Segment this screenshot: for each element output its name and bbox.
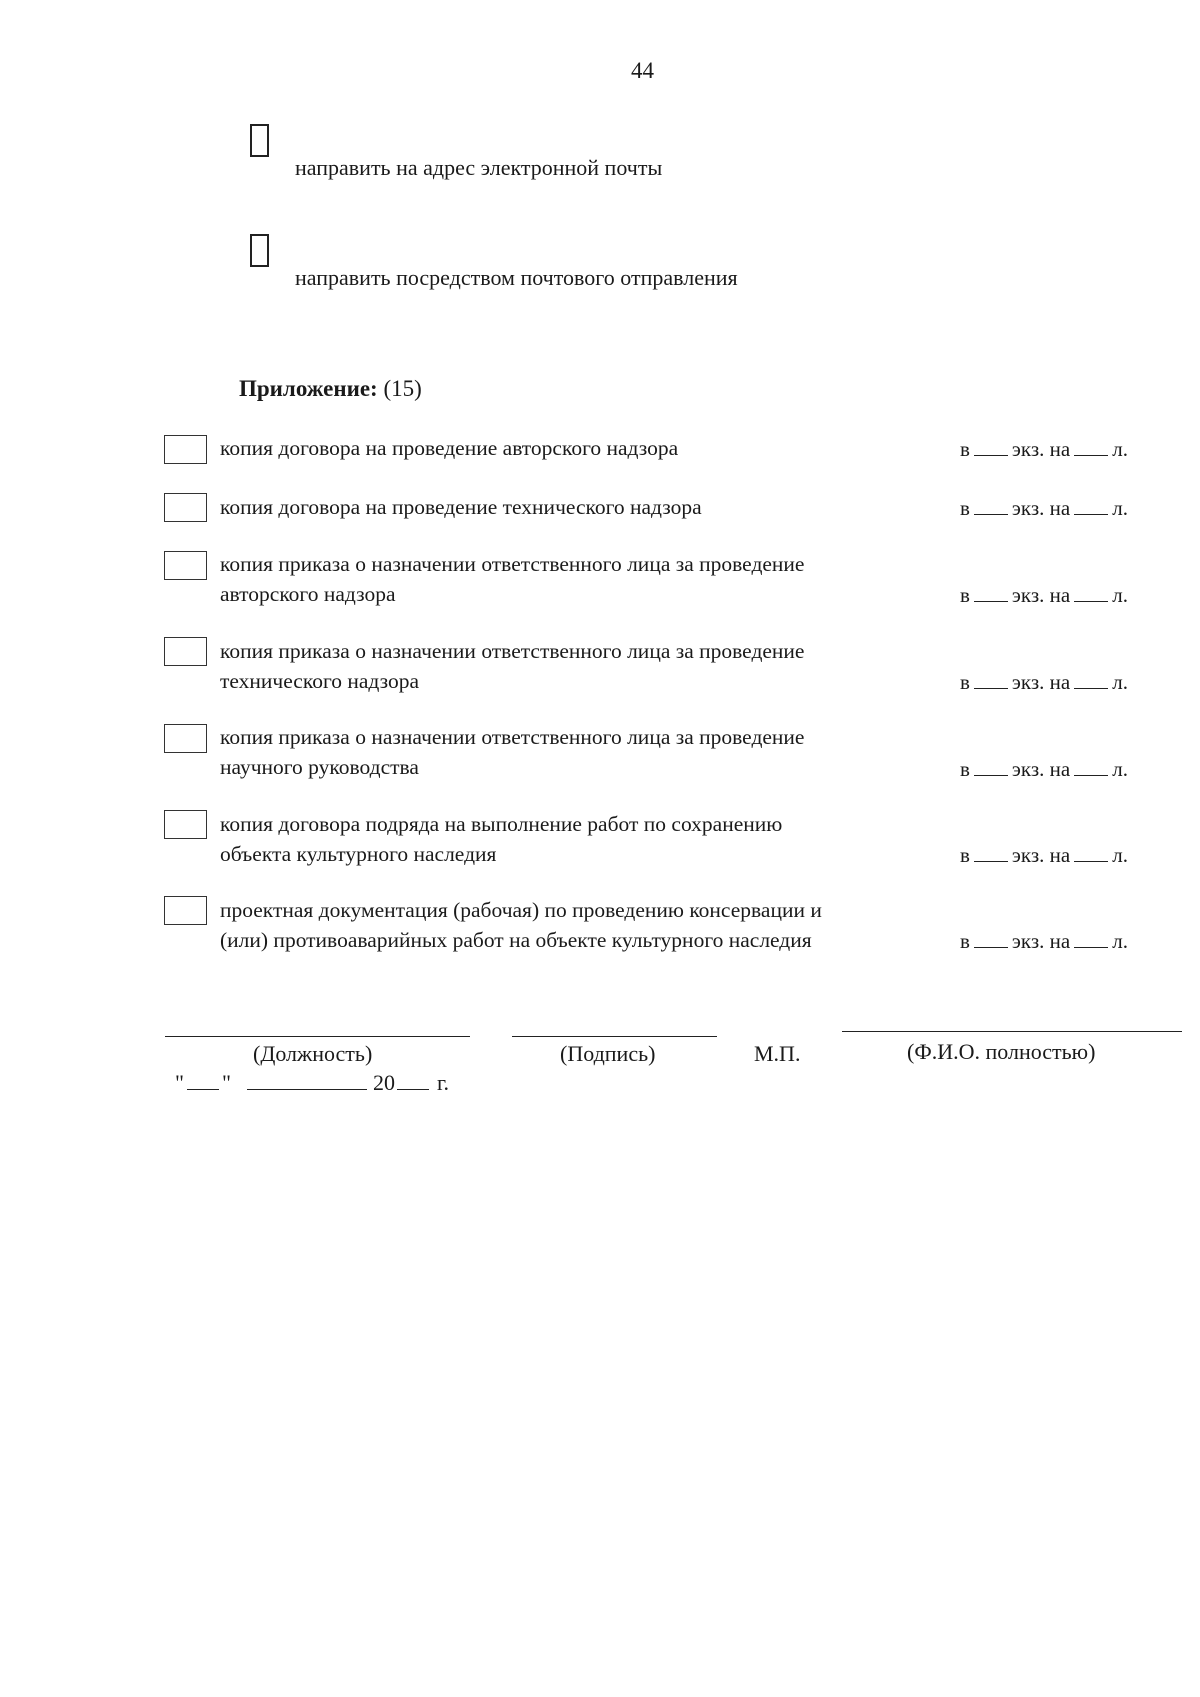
appendix-item-text: копия приказа о назначении ответственного лица за проведение авторского надзора xyxy=(220,552,805,606)
appendix-item-text: копия договора на проведение технического надзора xyxy=(220,495,702,519)
full-name-caption: (Ф.И.О. полностью) xyxy=(907,1039,1096,1064)
copies-count-blank[interactable] xyxy=(974,687,1008,689)
copies-count-blank[interactable] xyxy=(974,513,1008,515)
copies-field: в экз. на л. xyxy=(960,670,1128,694)
appendix-item-checkbox[interactable] xyxy=(164,637,207,666)
appendix-item-checkbox[interactable] xyxy=(164,493,207,522)
appendix-item-text: копия приказа о назначении ответственного лица за проведение технического надзора xyxy=(220,639,805,693)
signature-line[interactable] xyxy=(512,1036,717,1037)
appendix-item-checkbox[interactable] xyxy=(164,551,207,580)
copies-field: в экз. на л. xyxy=(960,843,1128,867)
appendix-item-checkbox[interactable] xyxy=(164,724,207,753)
page-number: 44 xyxy=(631,58,654,83)
appendix-item-checkbox[interactable] xyxy=(164,810,207,839)
date-month-blank[interactable] xyxy=(247,1088,367,1090)
sheets-count-blank[interactable] xyxy=(1074,946,1108,948)
position-caption: (Должность) xyxy=(253,1041,373,1066)
appendix-item-checkbox[interactable] xyxy=(164,896,207,925)
appendix-item-text: копия договора подряда на выполнение работ по сохранению объекта культурного наследия xyxy=(220,812,783,866)
post-delivery-checkbox[interactable] xyxy=(250,234,269,267)
appendix-item-text: проектная документация (рабочая) по проведению консервации и (или) противоаварийных работ на объекте культурного наследия xyxy=(220,898,822,952)
signature-caption: (Подпись) xyxy=(560,1041,656,1066)
copies-field: в экз. на л. xyxy=(960,437,1128,461)
sheets-count-blank[interactable] xyxy=(1074,513,1108,515)
appendix-item-checkbox[interactable] xyxy=(164,435,207,464)
date-day-blank[interactable] xyxy=(187,1088,219,1090)
sheets-count-blank[interactable] xyxy=(1074,687,1108,689)
email-delivery-checkbox[interactable] xyxy=(250,124,269,157)
sheets-count-blank[interactable] xyxy=(1074,860,1108,862)
sheets-count-blank[interactable] xyxy=(1074,600,1108,602)
position-line[interactable] xyxy=(165,1036,470,1037)
date-field: " " 20 г. xyxy=(175,1070,450,1095)
copies-count-blank[interactable] xyxy=(974,860,1008,862)
sheets-count-blank[interactable] xyxy=(1074,774,1108,776)
appendix-heading xyxy=(239,376,422,402)
email-delivery-label: направить на адрес электронной почты xyxy=(295,155,663,180)
copies-field: в экз. на л. xyxy=(960,496,1128,520)
sheets-count-blank[interactable] xyxy=(1074,454,1108,456)
copies-count-blank[interactable] xyxy=(974,454,1008,456)
appendix-note: (15) xyxy=(383,376,422,401)
date-year-blank[interactable] xyxy=(397,1088,429,1090)
copies-field: в экз. на л. xyxy=(960,929,1128,953)
copies-field: в экз. на л. xyxy=(960,583,1128,607)
copies-count-blank[interactable] xyxy=(974,774,1008,776)
appendix-item-text: копия договора на проведение авторского надзора xyxy=(220,436,679,460)
stamp-caption: М.П. xyxy=(754,1041,801,1066)
appendix-title: Приложение: xyxy=(239,376,378,401)
copies-count-blank[interactable] xyxy=(974,946,1008,948)
copies-count-blank[interactable] xyxy=(974,600,1008,602)
post-delivery-label: направить посредством почтового отправления xyxy=(295,265,738,290)
appendix-item-text: копия приказа о назначении ответственного лица за проведение научного руководства xyxy=(220,725,805,779)
copies-field: в экз. на л. xyxy=(960,757,1128,781)
full-name-line[interactable] xyxy=(842,1031,1182,1032)
